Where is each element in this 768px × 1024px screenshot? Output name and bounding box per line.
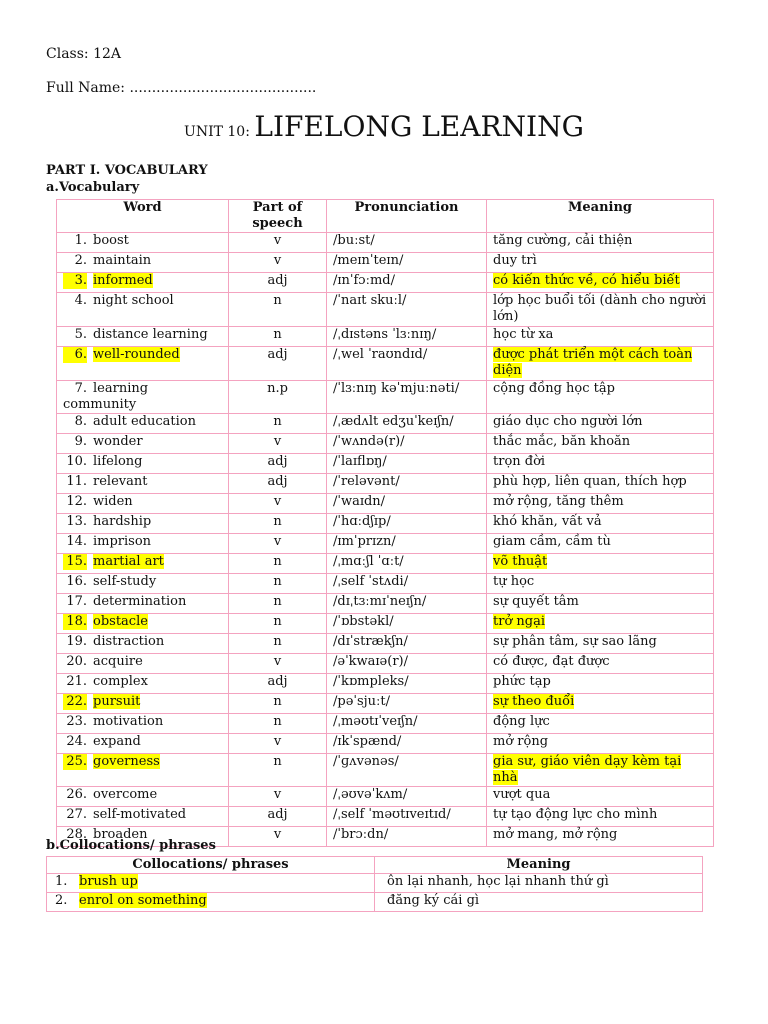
pronunciation-cell: /ˌəʊvəˈkʌm/ — [327, 787, 487, 807]
pronunciation-cell: /dɪˈstrækʃn/ — [327, 634, 487, 654]
meaning-text: mở mang, mở rộng — [493, 827, 618, 842]
word-text: hardship — [93, 514, 152, 529]
meaning-text: được phát triển một cách toàn diện — [493, 347, 693, 378]
row-number: 28. — [66, 827, 87, 842]
pos-cell: n — [229, 327, 327, 347]
word-cell — [57, 414, 229, 434]
pronunciation-cell: /ˌdɪstəns ˈlɜːnɪŋ/ — [327, 327, 487, 347]
word-cell — [57, 474, 229, 494]
word-cell — [57, 293, 229, 327]
meaning-cell — [487, 534, 714, 554]
word-cell — [57, 327, 229, 347]
table-row — [47, 893, 703, 912]
collocations-table — [46, 856, 703, 912]
pos-cell: n.p — [229, 381, 327, 414]
word-cell — [57, 594, 229, 614]
row-number: 5. — [74, 327, 87, 342]
meaning-cell — [487, 454, 714, 474]
meaning-text: động lực — [493, 714, 550, 729]
meaning-text: võ thuật — [493, 554, 548, 569]
meaning-cell — [487, 327, 714, 347]
pronunciation-cell: /ɪmˈprɪzn/ — [327, 534, 487, 554]
collocation-meaning-cell: đăng ký cái gì — [375, 893, 703, 912]
table-row — [57, 734, 714, 754]
pronunciation-cell: /ˌwel ˈraʊndɪd/ — [327, 347, 487, 381]
pos-cell: adj — [229, 454, 327, 474]
word-text: relevant — [93, 474, 148, 489]
meaning-text: mở rộng — [493, 734, 549, 749]
word-cell — [57, 574, 229, 594]
meaning-text: sự phân tâm, sự sao lãng — [493, 634, 657, 649]
word-cell — [57, 273, 229, 293]
pronunciation-cell: /ˈbrɔːdn/ — [327, 827, 487, 847]
word-cell — [57, 634, 229, 654]
meaning-cell — [487, 594, 714, 614]
meaning-cell — [487, 253, 714, 273]
collocation-meaning-cell: ôn lại nhanh, học lại nhanh thứ gì — [375, 874, 703, 893]
meaning-text: gia sư, giáo viên dạy kèm tại nhà — [493, 754, 682, 785]
pronunciation-cell: /əˈkwaɪə(r)/ — [327, 654, 487, 674]
word-text: maintain — [93, 253, 152, 268]
pos-cell: n — [229, 614, 327, 634]
word-text: informed — [93, 273, 153, 288]
meaning-cell — [487, 293, 714, 327]
word-text: lifelong — [93, 454, 143, 469]
pos-cell: adj — [229, 273, 327, 293]
meaning-text: giam cầm, cầm tù — [493, 534, 611, 549]
meaning-cell — [487, 381, 714, 414]
pronunciation-cell: /pəˈsjuːt/ — [327, 694, 487, 714]
table-row — [57, 614, 714, 634]
pos-cell: v — [229, 494, 327, 514]
row-number: 24. — [66, 734, 87, 749]
table-row — [57, 714, 714, 734]
word-cell — [57, 494, 229, 514]
collocation-text: brush up — [79, 874, 138, 889]
row-number: 12. — [66, 494, 87, 509]
pronunciation-cell: /ˈreləvənt/ — [327, 474, 487, 494]
unit-prefix: UNIT 10: — [184, 124, 255, 140]
meaning-cell — [487, 614, 714, 634]
table-row — [57, 454, 714, 474]
word-text: determination — [93, 594, 187, 609]
meaning-cell — [487, 694, 714, 714]
word-text: imprison — [93, 534, 152, 549]
word-cell — [57, 554, 229, 574]
word-text: well-rounded — [93, 347, 180, 362]
unit-title — [0, 110, 768, 143]
word-text: distraction — [93, 634, 165, 649]
word-text: acquire — [93, 654, 143, 669]
meaning-cell — [487, 827, 714, 847]
pos-cell: v — [229, 434, 327, 454]
vocabulary-table — [56, 199, 714, 847]
meaning-cell — [487, 273, 714, 293]
row-number: 4. — [74, 293, 87, 308]
meaning-cell — [487, 514, 714, 534]
pronunciation-cell: /ˈlɜːnɪŋ kəˈmjuːnəti/ — [327, 381, 487, 414]
unit-title-text: LIFELONG LEARNING — [254, 110, 584, 143]
meaning-text: lớp học buổi tối (dành cho người lớn) — [493, 293, 707, 324]
vocab-header-row — [57, 200, 714, 233]
pos-cell: n — [229, 594, 327, 614]
meaning-cell — [487, 754, 714, 787]
meaning-text: thắc mắc, băn khoăn — [493, 434, 631, 449]
meaning-text: duy trì — [493, 253, 537, 268]
word-cell — [57, 514, 229, 534]
meaning-cell — [487, 554, 714, 574]
pronunciation-cell: /ˈwaɪdn/ — [327, 494, 487, 514]
word-text: pursuit — [93, 694, 141, 709]
word-text: learning community — [63, 381, 149, 412]
word-cell — [57, 434, 229, 454]
word-cell — [57, 714, 229, 734]
header-collocation: Collocations/ phrases — [47, 857, 375, 874]
table-row — [57, 327, 714, 347]
row-number: 9. — [74, 434, 87, 449]
word-cell — [57, 614, 229, 634]
meaning-text: tự tạo động lực cho mình — [493, 807, 658, 822]
meaning-text: có kiến thức về, có hiểu biết — [493, 273, 680, 288]
pronunciation-cell: /ˌself ˈstʌdi/ — [327, 574, 487, 594]
pronunciation-cell: /ˈkɒmpleks/ — [327, 674, 487, 694]
meaning-cell — [487, 634, 714, 654]
meaning-text: có được, đạt được — [493, 654, 610, 669]
collocation-text: enrol on something — [79, 893, 207, 908]
meaning-cell — [487, 494, 714, 514]
meaning-text: cộng đồng học tập — [493, 381, 615, 396]
pronunciation-cell: /dɪˌtɜːmɪˈneɪʃn/ — [327, 594, 487, 614]
pos-cell: v — [229, 233, 327, 253]
meaning-text: sự quyết tâm — [493, 594, 579, 609]
table-row — [57, 347, 714, 381]
word-cell — [57, 454, 229, 474]
pronunciation-cell: /buːst/ — [327, 233, 487, 253]
pronunciation-cell: /ˈhɑːdʃɪp/ — [327, 514, 487, 534]
table-row — [57, 474, 714, 494]
row-number: 1. — [55, 874, 68, 889]
table-row — [57, 293, 714, 327]
vocab-section-title: a.Vocabulary — [46, 180, 140, 195]
row-number: 27. — [66, 807, 87, 822]
meaning-cell — [487, 674, 714, 694]
meaning-text: trở ngại — [493, 614, 545, 629]
word-cell — [57, 807, 229, 827]
word-cell — [57, 674, 229, 694]
pos-cell: n — [229, 514, 327, 534]
table-row — [57, 554, 714, 574]
meaning-text: tự học — [493, 574, 535, 589]
pos-cell: adj — [229, 474, 327, 494]
pronunciation-cell: /ˌməʊtɪˈveɪʃn/ — [327, 714, 487, 734]
table-row — [47, 874, 703, 893]
row-number: 20. — [66, 654, 87, 669]
row-number: 18. — [63, 614, 87, 630]
row-number: 11. — [66, 474, 87, 489]
collocation-cell — [47, 874, 375, 893]
word-cell — [57, 253, 229, 273]
meaning-cell — [487, 654, 714, 674]
pos-cell: v — [229, 734, 327, 754]
meaning-cell — [487, 734, 714, 754]
meaning-text: phức tạp — [493, 674, 551, 689]
row-number: 26. — [66, 787, 87, 802]
word-cell — [57, 534, 229, 554]
row-number: 6. — [63, 347, 87, 363]
table-row — [57, 534, 714, 554]
meaning-cell — [487, 434, 714, 454]
table-row — [57, 754, 714, 787]
word-cell — [57, 754, 229, 787]
table-row — [57, 253, 714, 273]
table-row — [57, 494, 714, 514]
word-cell — [57, 734, 229, 754]
meaning-text: học từ xa — [493, 327, 554, 342]
word-cell — [57, 787, 229, 807]
pronunciation-cell: /ɪnˈfɔːmd/ — [327, 273, 487, 293]
table-row — [57, 594, 714, 614]
word-text: governess — [93, 754, 160, 769]
class-line: Class: 12A — [46, 46, 121, 62]
pos-cell: v — [229, 787, 327, 807]
row-number: 14. — [66, 534, 87, 549]
pos-cell: n — [229, 694, 327, 714]
word-cell — [57, 654, 229, 674]
meaning-cell — [487, 787, 714, 807]
pos-cell: v — [229, 534, 327, 554]
meaning-cell — [487, 347, 714, 381]
pronunciation-cell: /ˈlaɪflɒŋ/ — [327, 454, 487, 474]
row-number: 16. — [66, 574, 87, 589]
meaning-text: vượt qua — [493, 787, 551, 802]
word-text: distance learning — [93, 327, 208, 342]
word-cell — [57, 347, 229, 381]
word-text: obstacle — [93, 614, 148, 629]
pos-cell: v — [229, 253, 327, 273]
meaning-text: tăng cường, cải thiện — [493, 233, 633, 248]
word-cell — [57, 694, 229, 714]
pronunciation-cell: /ˌself ˈməʊtɪveɪtɪd/ — [327, 807, 487, 827]
word-text: martial art — [93, 554, 164, 569]
word-text: boost — [93, 233, 129, 248]
meaning-cell — [487, 574, 714, 594]
table-row — [57, 674, 714, 694]
table-row — [57, 694, 714, 714]
word-text: motivation — [93, 714, 164, 729]
meaning-text: trọn đời — [493, 454, 546, 469]
header-coll-meaning: Meaning — [375, 857, 703, 874]
meaning-text: sự theo đuổi — [493, 694, 575, 709]
pos-cell: n — [229, 574, 327, 594]
collocation-cell — [47, 893, 375, 912]
row-number: 2. — [74, 253, 87, 268]
meaning-text: mở rộng, tăng thêm — [493, 494, 624, 509]
meaning-cell — [487, 807, 714, 827]
row-number: 10. — [66, 454, 87, 469]
pronunciation-cell: /ˈɒbstəkl/ — [327, 614, 487, 634]
table-row — [57, 514, 714, 534]
word-text: adult education — [93, 414, 196, 429]
row-number: 1. — [74, 233, 87, 248]
pos-cell: n — [229, 293, 327, 327]
coll-header-row — [47, 857, 703, 874]
table-row — [57, 273, 714, 293]
pronunciation-cell: /ˈɡʌvənəs/ — [327, 754, 487, 787]
pronunciation-cell: /ˈwʌndə(r)/ — [327, 434, 487, 454]
pronunciation-cell: /ˌædʌlt edʒuˈkeɪʃn/ — [327, 414, 487, 434]
pos-cell: n — [229, 714, 327, 734]
row-number: 21. — [66, 674, 87, 689]
meaning-cell — [487, 233, 714, 253]
pos-cell: adj — [229, 674, 327, 694]
row-number: 2. — [55, 893, 68, 908]
pos-cell: n — [229, 414, 327, 434]
word-text: overcome — [93, 787, 158, 802]
table-row — [57, 787, 714, 807]
header-pronunciation: Pronunciation — [327, 200, 487, 233]
row-number: 23. — [66, 714, 87, 729]
header-meaning: Meaning — [487, 200, 714, 233]
word-text: self-motivated — [93, 807, 187, 822]
meaning-cell — [487, 414, 714, 434]
collocations-section-title: b.Collocations/ phrases — [46, 838, 216, 853]
pos-cell: v — [229, 827, 327, 847]
row-number: 17. — [66, 594, 87, 609]
pronunciation-cell: /ˈnaɪt skuːl/ — [327, 293, 487, 327]
meaning-cell — [487, 474, 714, 494]
pronunciation-cell: /meɪnˈteɪn/ — [327, 253, 487, 273]
coll-body — [47, 874, 703, 912]
pos-cell: adj — [229, 347, 327, 381]
row-number: 22. — [63, 694, 87, 710]
meaning-text: khó khăn, vất vả — [493, 514, 602, 529]
row-number: 3. — [63, 273, 87, 289]
table-row — [57, 434, 714, 454]
table-row — [57, 233, 714, 253]
word-text: broaden — [93, 827, 148, 842]
vocab-body — [57, 233, 714, 847]
pos-cell: n — [229, 634, 327, 654]
table-row — [57, 414, 714, 434]
header-word: Word — [57, 200, 229, 233]
row-number: 25. — [63, 754, 87, 770]
row-number: 13. — [66, 514, 87, 529]
meaning-cell — [487, 714, 714, 734]
word-text: complex — [93, 674, 148, 689]
word-cell — [57, 381, 229, 414]
table-row — [57, 654, 714, 674]
pos-cell: adj — [229, 807, 327, 827]
full-name-line: Full Name: .......................................... — [46, 80, 317, 96]
table-row — [57, 807, 714, 827]
table-row — [57, 574, 714, 594]
row-number: 8. — [74, 414, 87, 429]
meaning-text: phù hợp, liên quan, thích hợp — [493, 474, 687, 489]
part-title: PART I. VOCABULARY — [46, 163, 208, 178]
pos-cell: v — [229, 654, 327, 674]
word-text: wonder — [93, 434, 143, 449]
row-number: 19. — [66, 634, 87, 649]
pronunciation-cell: /ɪkˈspænd/ — [327, 734, 487, 754]
word-text: self-study — [93, 574, 157, 589]
word-text: widen — [93, 494, 133, 509]
pos-cell: n — [229, 554, 327, 574]
row-number: 7. — [74, 381, 87, 396]
header-part-of-speech: Part of speech — [229, 200, 327, 233]
table-row — [57, 381, 714, 414]
meaning-text: giáo dục cho người lớn — [493, 414, 643, 429]
row-number: 15. — [63, 554, 87, 570]
word-cell — [57, 233, 229, 253]
word-text: night school — [93, 293, 174, 308]
table-row — [57, 634, 714, 654]
pos-cell: n — [229, 754, 327, 787]
word-text: expand — [93, 734, 141, 749]
pronunciation-cell: /ˌmɑːʃl ˈɑːt/ — [327, 554, 487, 574]
